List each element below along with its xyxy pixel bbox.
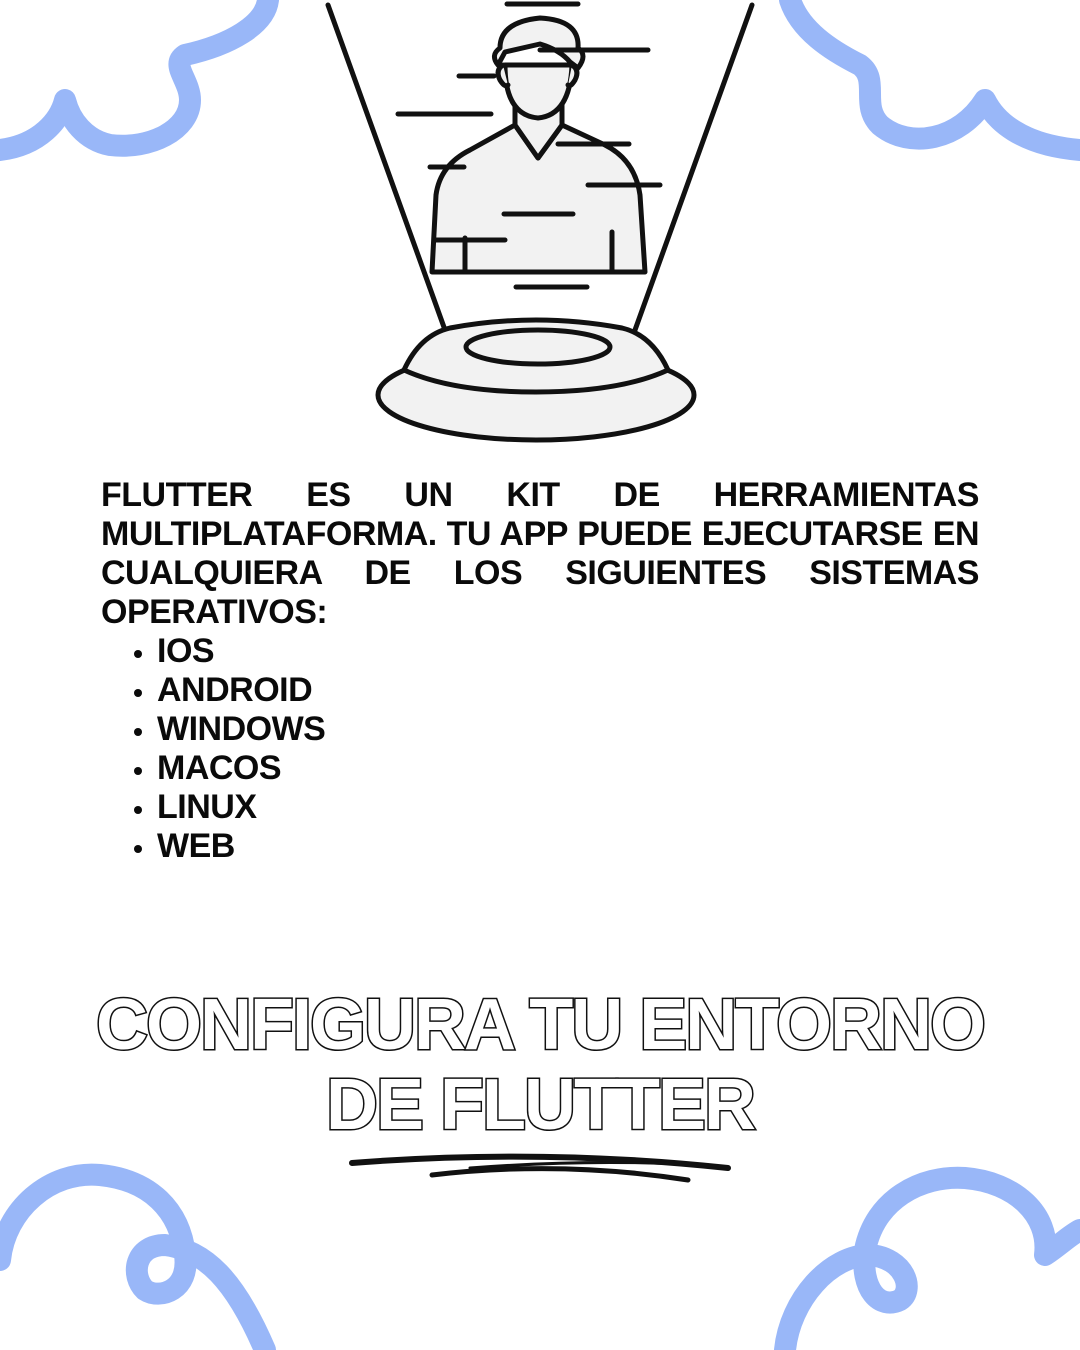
os-list-item: • IOS <box>157 632 325 671</box>
os-list-item: • LINUX <box>157 788 325 827</box>
os-list-item: • WINDOWS <box>157 710 325 749</box>
title-line-2: DE FLUTTER <box>326 1065 754 1145</box>
title-line-1: CONFIGURA TU ENTORNO <box>96 985 984 1065</box>
os-list-item: • MACOS <box>157 749 325 788</box>
operating-systems-list <box>101 632 325 866</box>
squiggle-bottom-left-icon <box>0 1175 265 1350</box>
squiggle-bottom-right-icon <box>785 1178 1080 1350</box>
os-list-item: • ANDROID <box>157 671 325 710</box>
os-list-item: • WEB <box>157 827 325 866</box>
intro-paragraph: FLUTTER ES UN KIT DE HERRAMIENTAS MULTIPLATAFORMA. TU APP PUEDE EJECUTARSE EN CUALQUIERA DE LOS SIGUIENTES SISTEMAS OPERATIVOS: <box>101 476 979 631</box>
hologram-person-icon <box>0 0 1080 460</box>
page-title <box>0 985 1080 1145</box>
